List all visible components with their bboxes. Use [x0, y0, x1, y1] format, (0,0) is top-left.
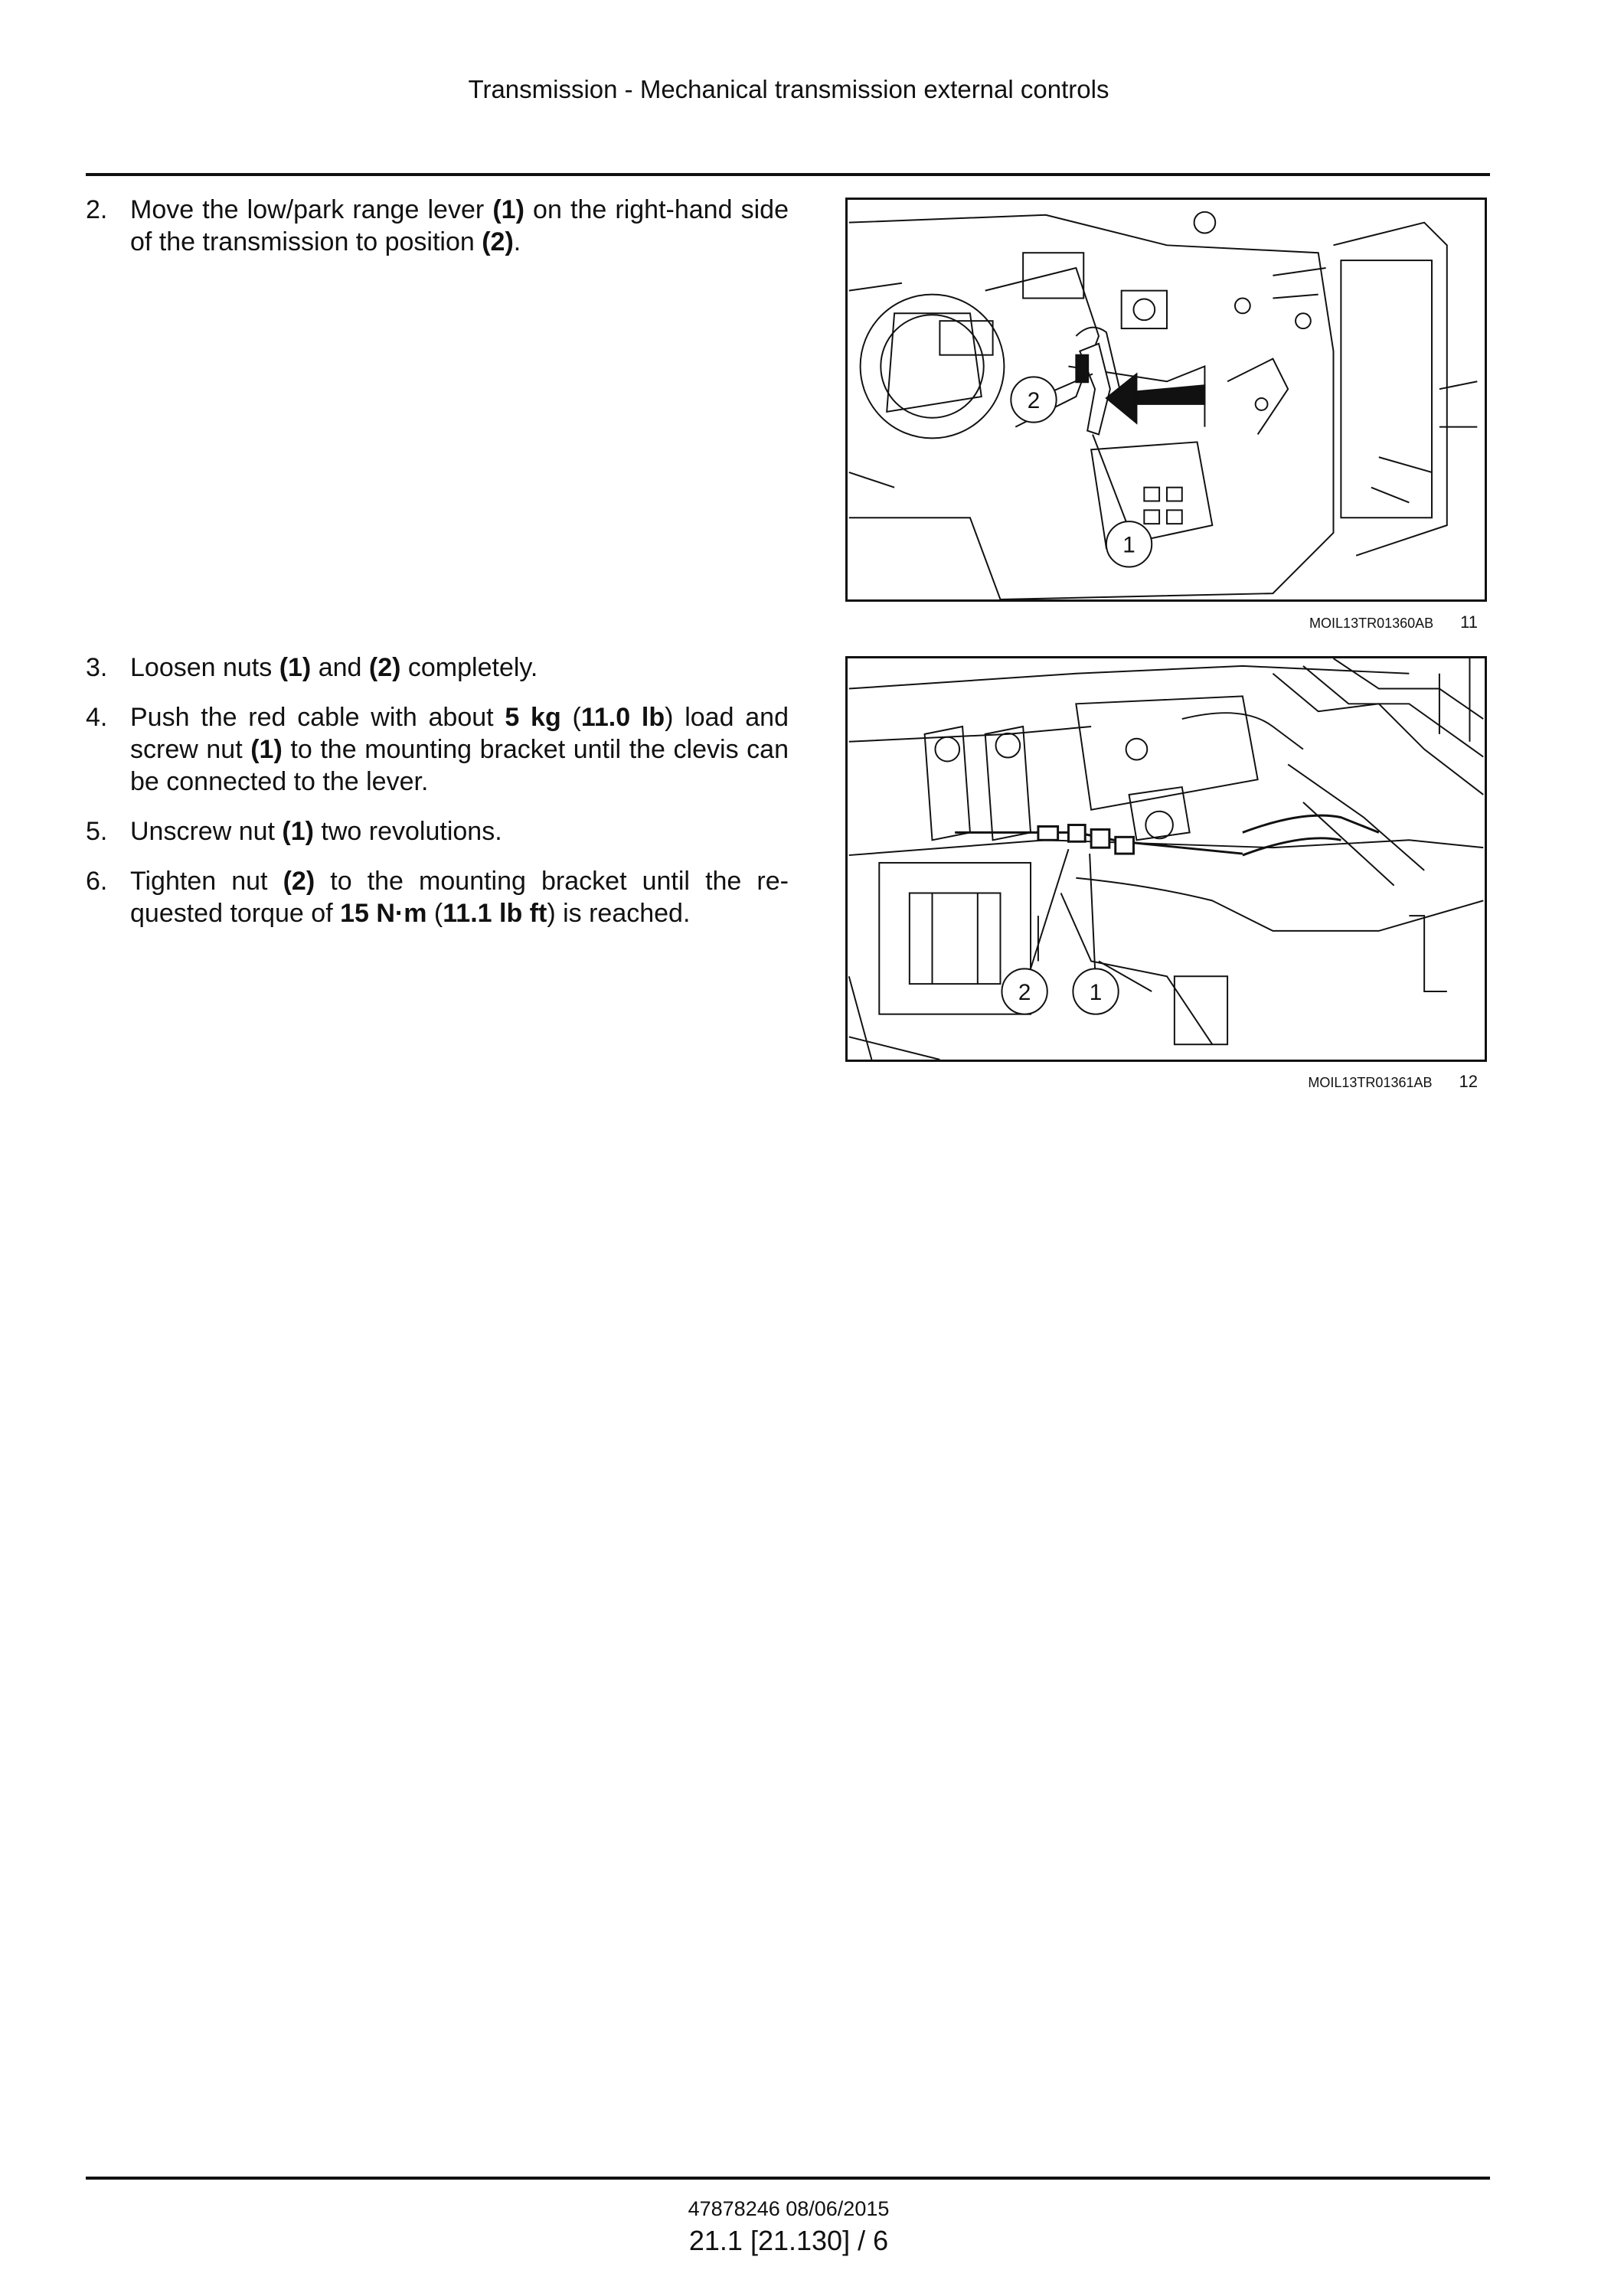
step-text-emphasis: 11.1 lb ft: [443, 899, 547, 928]
page-header-title: Transmission - Mechanical transmission external controls: [468, 75, 1109, 103]
callout-number: 1: [1122, 532, 1135, 558]
step-text-fragment: to the mounting bracket until the clevis can be connected to the lever.: [130, 735, 789, 796]
step-text-emphasis: 11.0 lb: [580, 703, 665, 732]
callout-number: 2: [1018, 979, 1031, 1005]
callout-1: [1073, 968, 1118, 1014]
cable-nut-drawing: [848, 658, 1485, 1060]
step-text-fragment: two revolutions.: [313, 817, 502, 846]
step-text: [130, 867, 789, 928]
step-item: [86, 701, 789, 798]
step-text-emphasis: (1): [282, 817, 314, 846]
step-text-fragment: Unscrew nut: [130, 817, 283, 846]
header-rule: [86, 173, 1490, 176]
step-text: [130, 653, 538, 682]
callout-number: 2: [1027, 387, 1041, 413]
figure-number: 12: [1459, 1072, 1478, 1091]
step-number: 3.: [86, 653, 108, 682]
step-text: [130, 195, 789, 256]
step-text-emphasis: (1): [250, 735, 283, 764]
step-text-fragment: (: [426, 899, 443, 928]
step-number: 6.: [86, 867, 108, 896]
step-number: 5.: [86, 817, 108, 846]
step-text-fragment: on the right-hand side of the transmission to position: [130, 195, 789, 256]
step-text-fragment: (: [560, 703, 581, 732]
step-text-fragment: completely.: [400, 653, 538, 682]
figure-12-caption: [845, 1072, 1487, 1092]
callout-1: [1106, 521, 1152, 567]
step-item: [86, 865, 789, 929]
step-text-fragment: Move the low/park range lever: [130, 195, 493, 224]
step-text-fragment: ) load and screw nut: [130, 703, 789, 764]
footer-document-reference: 47878246 08/06/2015: [688, 2197, 890, 2220]
step-text-fragment: Loosen nuts: [130, 653, 279, 682]
step-text-fragment: .: [513, 227, 521, 256]
figure-11-illustration: [845, 198, 1487, 602]
footer-page-number: 21.1 [21.130] / 6: [688, 2225, 889, 2256]
step-item: [86, 194, 789, 258]
step-text-emphasis: (1): [279, 653, 312, 682]
step-number: 4.: [86, 703, 108, 732]
figure-number: 11: [1460, 612, 1478, 632]
step-list-b: [86, 652, 789, 929]
callout-2: [1002, 968, 1047, 1014]
step-text-emphasis: 5 kg: [505, 703, 561, 732]
callout-number: 1: [1089, 979, 1103, 1005]
transmission-lever-drawing: [848, 200, 1485, 599]
step-text-fragment: Push the red cable with about: [130, 703, 505, 732]
step-list-a: [86, 194, 789, 258]
step-text: [130, 817, 502, 846]
step-text-fragment: to the mounting bracket until the re-quested torque of: [130, 867, 789, 928]
step-number: 2.: [86, 195, 108, 224]
step-text-emphasis: (2): [283, 867, 315, 896]
step-item: [86, 652, 789, 684]
step-text-emphasis: (2): [368, 653, 401, 682]
step-text: [130, 703, 789, 796]
step-item: [86, 815, 789, 848]
step-text-emphasis: 15 N·m: [340, 899, 427, 928]
figure-code: MOIL13TR01360AB: [1309, 616, 1434, 631]
footer-rule: [86, 2177, 1490, 2180]
figure-12-illustration: [845, 656, 1487, 1062]
step-text-fragment: and: [311, 653, 369, 682]
step-text-fragment: Tighten nut: [130, 867, 283, 896]
figure-11-caption: [845, 612, 1487, 632]
figure-code: MOIL13TR01361AB: [1308, 1075, 1433, 1090]
step-text-emphasis: (2): [482, 227, 514, 256]
callout-2: [1011, 377, 1056, 422]
step-text-fragment: ) is reached.: [547, 899, 691, 928]
step-text-emphasis: (1): [492, 195, 524, 224]
